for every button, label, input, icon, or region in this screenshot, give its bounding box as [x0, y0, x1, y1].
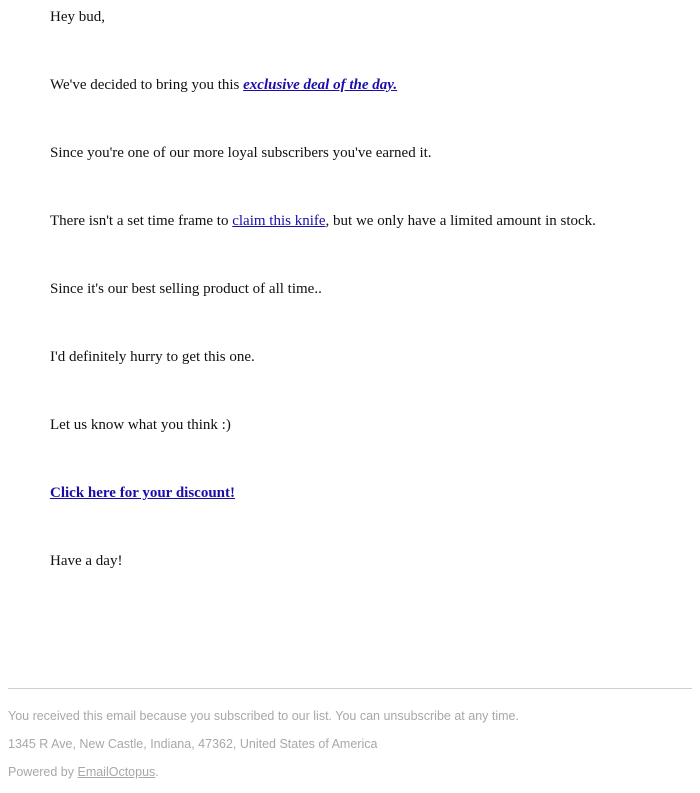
- deal-intro-text: We've decided to bring you this: [50, 77, 244, 93]
- timeframe-after-text: , but we only have a limited amount in stock.: [325, 213, 596, 229]
- loyal-paragraph: Since you're one of our more loyal subscribers you've earned it.: [50, 145, 432, 161]
- footer-powered-by: [8, 764, 159, 780]
- signoff-paragraph: Have a day!: [50, 553, 123, 569]
- claim-knife-link[interactable]: claim this knife: [232, 213, 326, 229]
- timeframe-before-text: There isn't a set time frame to: [50, 213, 233, 229]
- deal-paragraph: [50, 75, 397, 95]
- footer-reason-text: You received this email because you subscribed to our list. You can unsubscribe at any time.: [8, 709, 519, 723]
- emailoctopus-link[interactable]: EmailOctopus: [77, 765, 156, 779]
- powered-by-prefix: Powered by: [8, 765, 78, 779]
- timeframe-paragraph: [50, 211, 596, 231]
- powered-by-suffix: .: [155, 765, 159, 779]
- greeting-text: Hey bud,: [50, 9, 105, 25]
- feedback-paragraph: Let us know what you think :): [50, 417, 231, 433]
- footer-divider: [8, 688, 692, 689]
- hurry-paragraph: I'd definitely hurry to get this one.: [50, 349, 255, 365]
- best-selling-paragraph: Since it's our best selling product of all time..: [50, 281, 322, 297]
- cta-paragraph: [50, 483, 235, 503]
- footer-address-text: 1345 R Ave, New Castle, Indiana, 47362, United States of America: [8, 737, 378, 751]
- exclusive-deal-link[interactable]: exclusive deal of the day.: [243, 77, 398, 93]
- discount-cta-link[interactable]: Click here for your discount!: [50, 485, 236, 501]
